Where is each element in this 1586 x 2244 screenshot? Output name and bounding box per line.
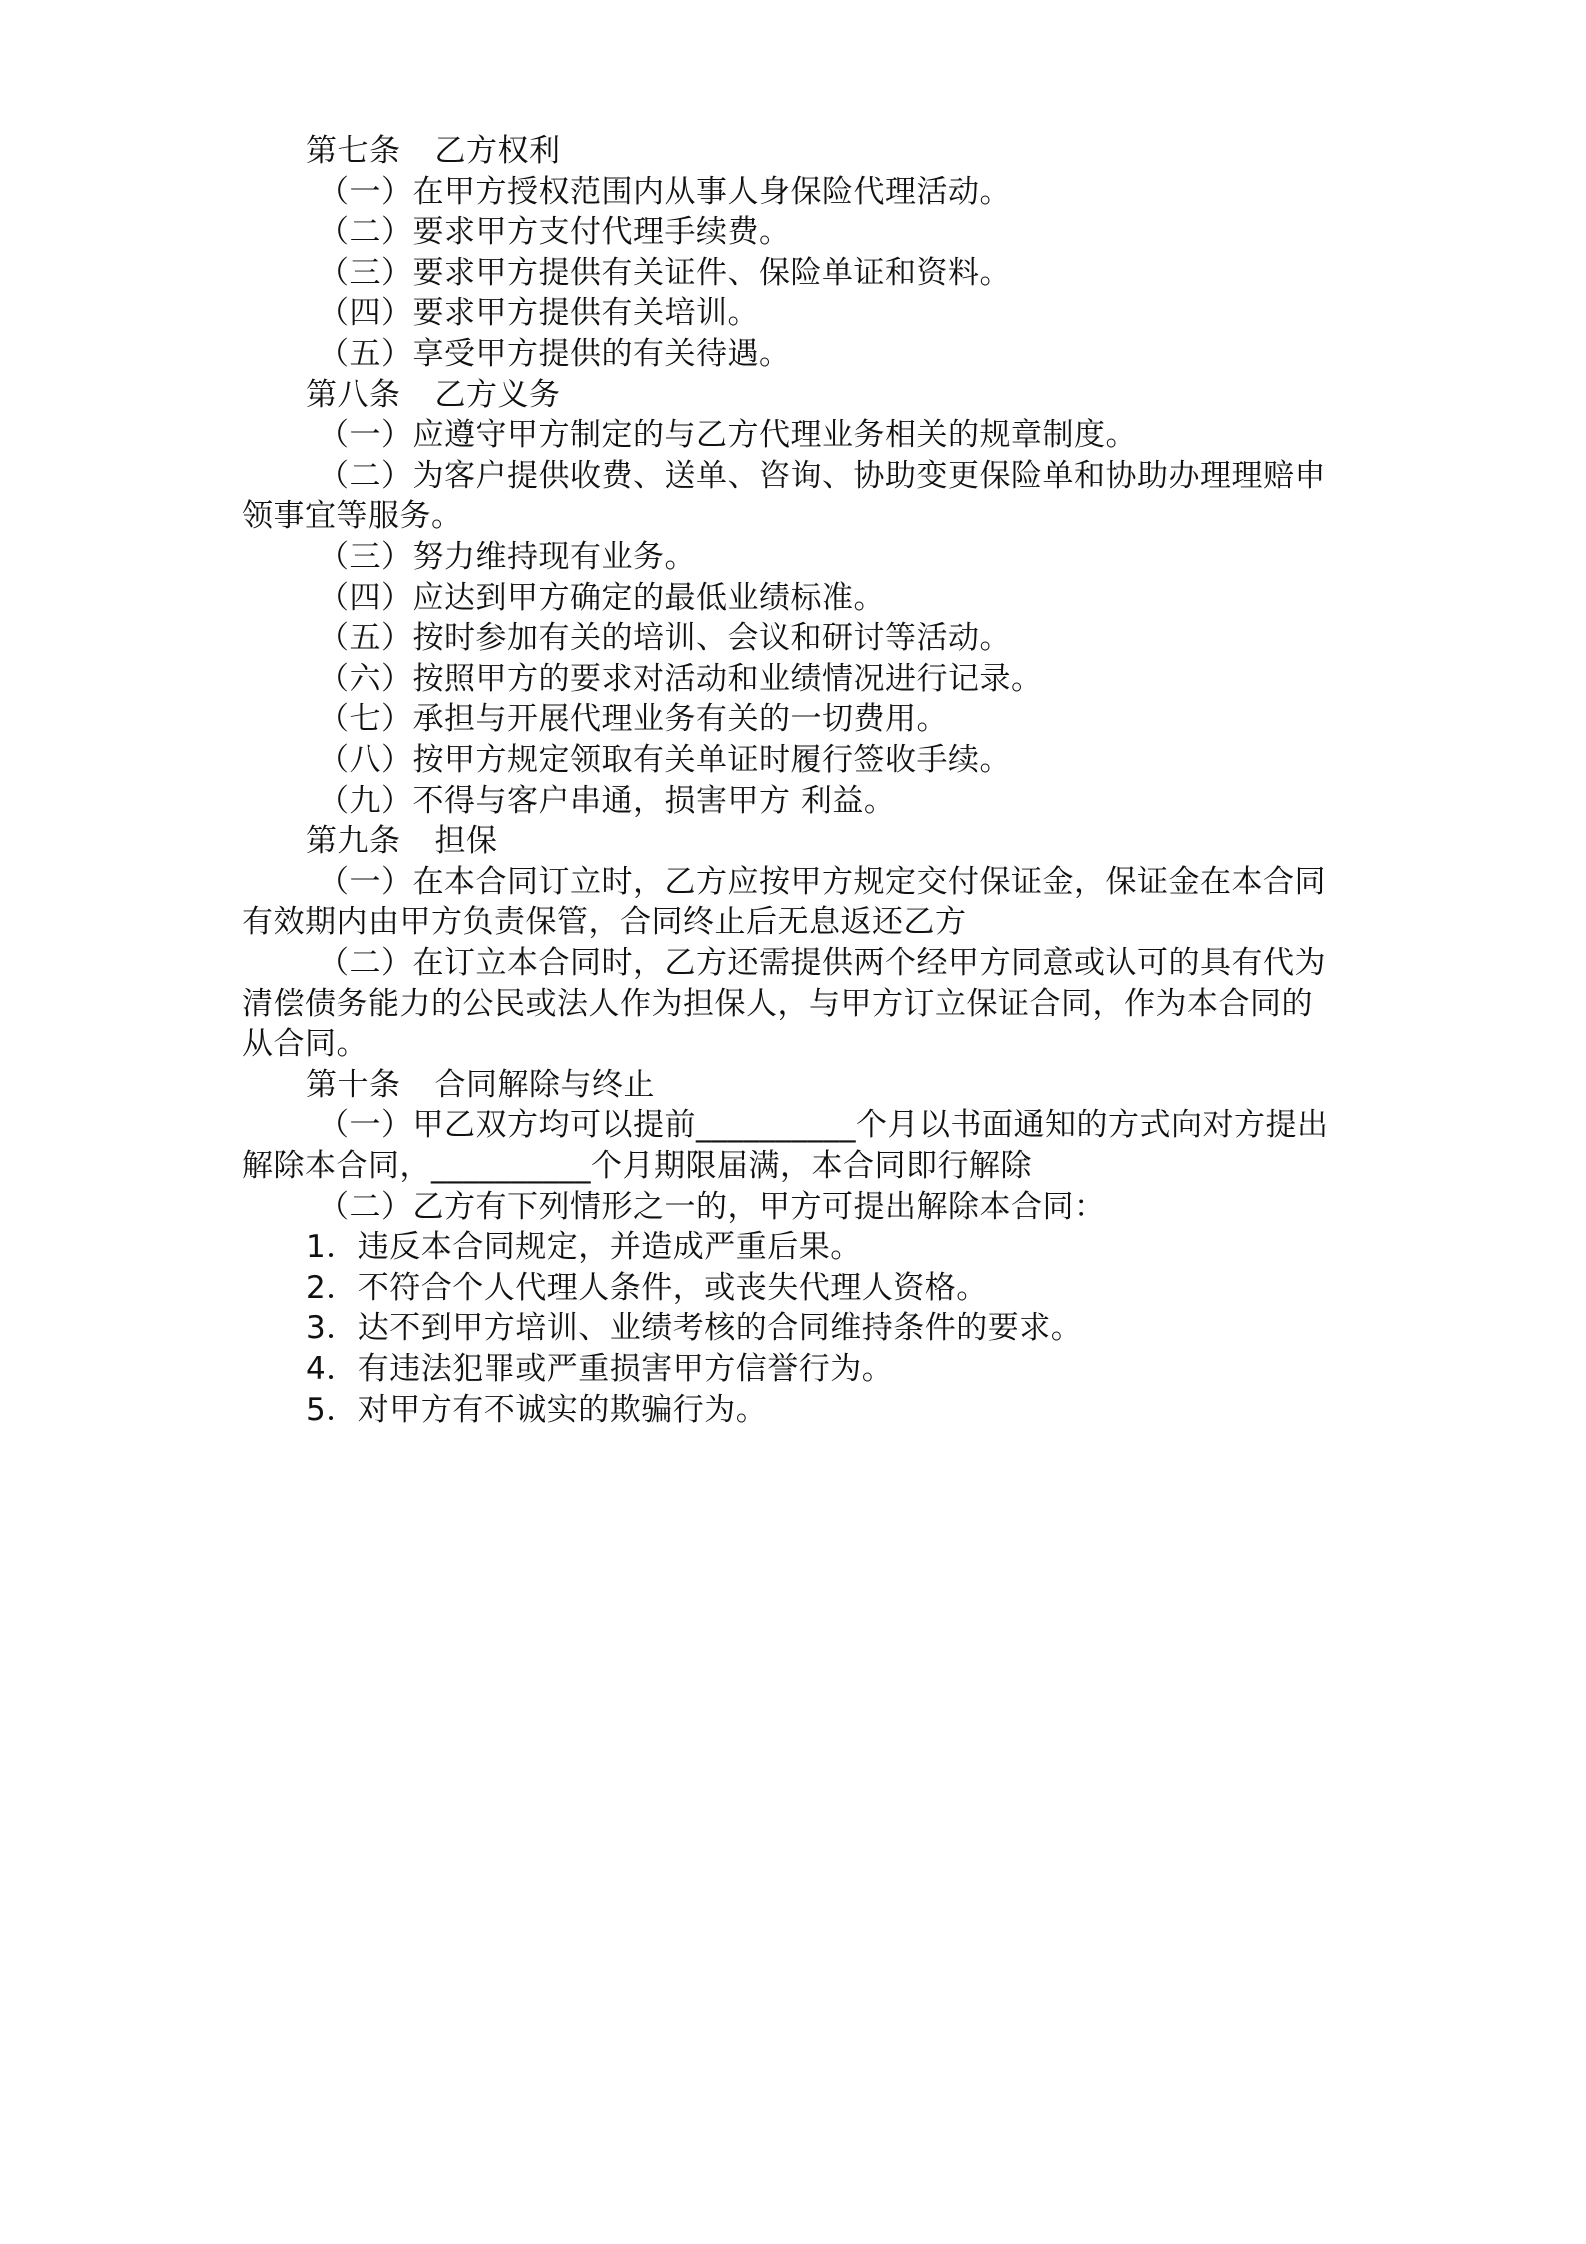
clause-item: （三）要求甲方提供有关证件、保险单证和资料。 <box>318 255 1011 291</box>
clause-item: （五）享受甲方提供的有关待遇。 <box>318 336 791 372</box>
article-heading <box>306 821 498 861</box>
clause-continuation: 解除本合同，__________个月期限届满，本合同即行解除 <box>242 1148 1032 1184</box>
clause-continuation: 清偿债务能力的公民或法人作为担保人，与甲方订立保证合同，作为本合同的 <box>242 986 1313 1022</box>
clause-item: （一）在甲方授权范围内从事人身保险代理活动。 <box>318 174 1011 210</box>
article-title: 乙方权利 <box>434 133 561 169</box>
clause-item: （一）在本合同订立时，乙方应按甲方规定交付保证金，保证金在本合同 <box>318 864 1326 900</box>
article-title: 乙方义务 <box>434 377 561 413</box>
clause-item: （二）要求甲方支付代理手续费。 <box>318 214 791 250</box>
article-number: 第九条 <box>306 823 401 859</box>
clause-item: （二）在订立本合同时，乙方还需提供两个经甲方同意或认可的具有代为 <box>318 945 1326 981</box>
article-title: 担保 <box>434 823 498 859</box>
article-number: 第十条 <box>306 1067 401 1103</box>
clause-item: （三）努力维持现有业务。 <box>318 539 696 575</box>
numbered-item: 5．对甲方有不诚实的欺骗行为。 <box>306 1392 768 1428</box>
clause-item: （四）应达到甲方确定的最低业绩标准。 <box>318 580 885 616</box>
numbered-item: 2．不符合个人代理人条件，或丧失代理人资格。 <box>306 1270 988 1306</box>
numbered-item: 4．有违法犯罪或严重损害甲方信誉行为。 <box>306 1351 894 1387</box>
article-heading <box>306 1065 655 1105</box>
clause-continuation: 从合同。 <box>242 1026 368 1062</box>
clause-item: （一）应遵守甲方制定的与乙方代理业务相关的规章制度。 <box>318 417 1137 453</box>
article-heading <box>306 131 561 171</box>
article-heading <box>306 375 561 415</box>
clause-item: （一）甲乙双方均可以提前__________个月以书面通知的方式向对方提出 <box>318 1107 1329 1143</box>
clause-continuation: 领事宜等服务。 <box>242 498 463 534</box>
article-title: 合同解除与终止 <box>434 1067 655 1103</box>
clause-continuation: 有效期内由甲方负责保管，合同终止后无息返还乙方 <box>242 904 967 940</box>
article-number: 第七条 <box>306 133 401 169</box>
clause-item: （六）按照甲方的要求对活动和业绩情况进行记录。 <box>318 661 1043 697</box>
clause-item: （七）承担与开展代理业务有关的一切费用。 <box>318 701 948 737</box>
clause-item: （五）按时参加有关的培训、会议和研讨等活动。 <box>318 620 1011 656</box>
clause-item: （四）要求甲方提供有关培训。 <box>318 295 759 331</box>
clause-item: （九）不得与客户串通，损害甲方 利益。 <box>318 783 896 819</box>
numbered-item: 1．违反本合同规定，并造成严重后果。 <box>306 1229 862 1265</box>
clause-item: （二）乙方有下列情形之一的，甲方可提出解除本合同： <box>318 1189 1106 1225</box>
article-number: 第八条 <box>306 377 401 413</box>
numbered-item: 3．达不到甲方培训、业绩考核的合同维持条件的要求。 <box>306 1310 1083 1346</box>
clause-item: （二）为客户提供收费、送单、咨询、协助变更保险单和协助办理理赔申 <box>318 458 1326 494</box>
clause-item: （八）按甲方规定领取有关单证时履行签收手续。 <box>318 742 1011 778</box>
